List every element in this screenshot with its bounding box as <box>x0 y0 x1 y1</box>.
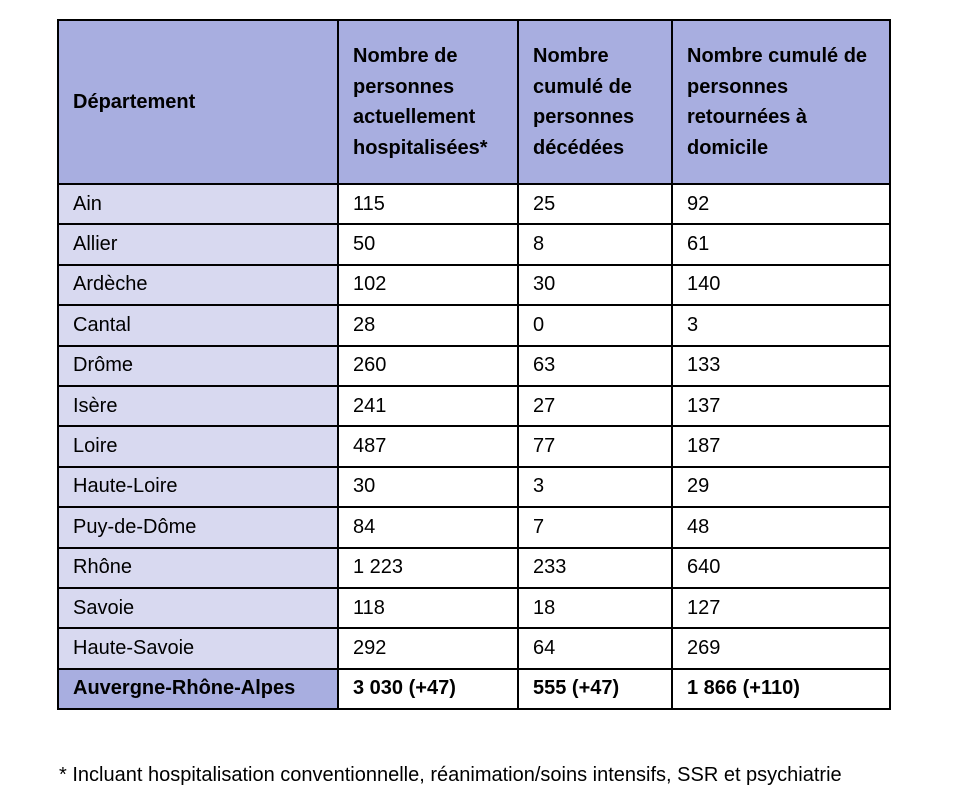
cell-hospitalises: 28 <box>338 305 518 345</box>
cell-hospitalises: 50 <box>338 224 518 264</box>
cell-retour-domicile: 48 <box>672 507 890 547</box>
cell-hospitalises: 115 <box>338 184 518 224</box>
header-departement: Département <box>58 20 338 184</box>
table-row <box>58 628 890 668</box>
cell-departement: Cantal <box>58 305 338 345</box>
cell-hospitalises: 118 <box>338 588 518 628</box>
header-hospitalises: Nombre de personnes actuellement hospitalisées* <box>338 20 518 184</box>
cell-decedes: 77 <box>518 426 672 466</box>
cell-hospitalises: 260 <box>338 346 518 386</box>
data-table-container <box>57 19 891 710</box>
table-header <box>58 20 890 184</box>
cell-hospitalises: 487 <box>338 426 518 466</box>
cell-decedes: 64 <box>518 628 672 668</box>
table-footer <box>58 669 890 709</box>
cell-departement: Loire <box>58 426 338 466</box>
table-row <box>58 224 890 264</box>
cell-retour-domicile: 133 <box>672 346 890 386</box>
cell-retour-domicile: 140 <box>672 265 890 305</box>
cell-retour-domicile: 3 <box>672 305 890 345</box>
cell-departement: Rhône <box>58 548 338 588</box>
cell-decedes: 25 <box>518 184 672 224</box>
header-retour-domicile: Nombre cumulé de personnes retournées à domicile <box>672 20 890 184</box>
table-row <box>58 265 890 305</box>
cell-departement: Savoie <box>58 588 338 628</box>
hospital-data-table <box>57 19 891 710</box>
table-row <box>58 548 890 588</box>
cell-decedes: 3 <box>518 467 672 507</box>
cell-hospitalises: 30 <box>338 467 518 507</box>
cell-retour-domicile: 187 <box>672 426 890 466</box>
total-decedes: 555 (+47) <box>518 669 672 709</box>
cell-hospitalises: 84 <box>338 507 518 547</box>
cell-decedes: 233 <box>518 548 672 588</box>
cell-hospitalises: 102 <box>338 265 518 305</box>
header-decedes: Nombre cumulé de personnes décédées <box>518 20 672 184</box>
total-retour-domicile: 1 866 (+110) <box>672 669 890 709</box>
cell-retour-domicile: 640 <box>672 548 890 588</box>
table-row <box>58 507 890 547</box>
cell-departement: Haute-Savoie <box>58 628 338 668</box>
cell-decedes: 18 <box>518 588 672 628</box>
cell-decedes: 30 <box>518 265 672 305</box>
cell-retour-domicile: 92 <box>672 184 890 224</box>
total-row <box>58 669 890 709</box>
cell-decedes: 27 <box>518 386 672 426</box>
cell-decedes: 0 <box>518 305 672 345</box>
cell-hospitalises: 292 <box>338 628 518 668</box>
table-row <box>58 588 890 628</box>
total-region-label: Auvergne-Rhône-Alpes <box>58 669 338 709</box>
cell-departement: Puy-de-Dôme <box>58 507 338 547</box>
header-row <box>58 20 890 184</box>
total-hospitalises: 3 030 (+47) <box>338 669 518 709</box>
cell-retour-domicile: 269 <box>672 628 890 668</box>
table-row <box>58 426 890 466</box>
cell-departement: Ain <box>58 184 338 224</box>
cell-departement: Allier <box>58 224 338 264</box>
table-row <box>58 305 890 345</box>
cell-departement: Ardèche <box>58 265 338 305</box>
cell-decedes: 63 <box>518 346 672 386</box>
cell-retour-domicile: 137 <box>672 386 890 426</box>
table-row <box>58 386 890 426</box>
table-body <box>58 184 890 669</box>
cell-decedes: 8 <box>518 224 672 264</box>
cell-departement: Drôme <box>58 346 338 386</box>
footnote: * Incluant hospitalisation conventionnelle, réanimation/soins intensifs, SSR et psychiatrie <box>59 764 842 786</box>
cell-hospitalises: 241 <box>338 386 518 426</box>
cell-retour-domicile: 29 <box>672 467 890 507</box>
cell-departement: Isère <box>58 386 338 426</box>
table-row <box>58 467 890 507</box>
cell-retour-domicile: 127 <box>672 588 890 628</box>
table-row <box>58 184 890 224</box>
cell-decedes: 7 <box>518 507 672 547</box>
table-row <box>58 346 890 386</box>
cell-retour-domicile: 61 <box>672 224 890 264</box>
cell-hospitalises: 1 223 <box>338 548 518 588</box>
cell-departement: Haute-Loire <box>58 467 338 507</box>
